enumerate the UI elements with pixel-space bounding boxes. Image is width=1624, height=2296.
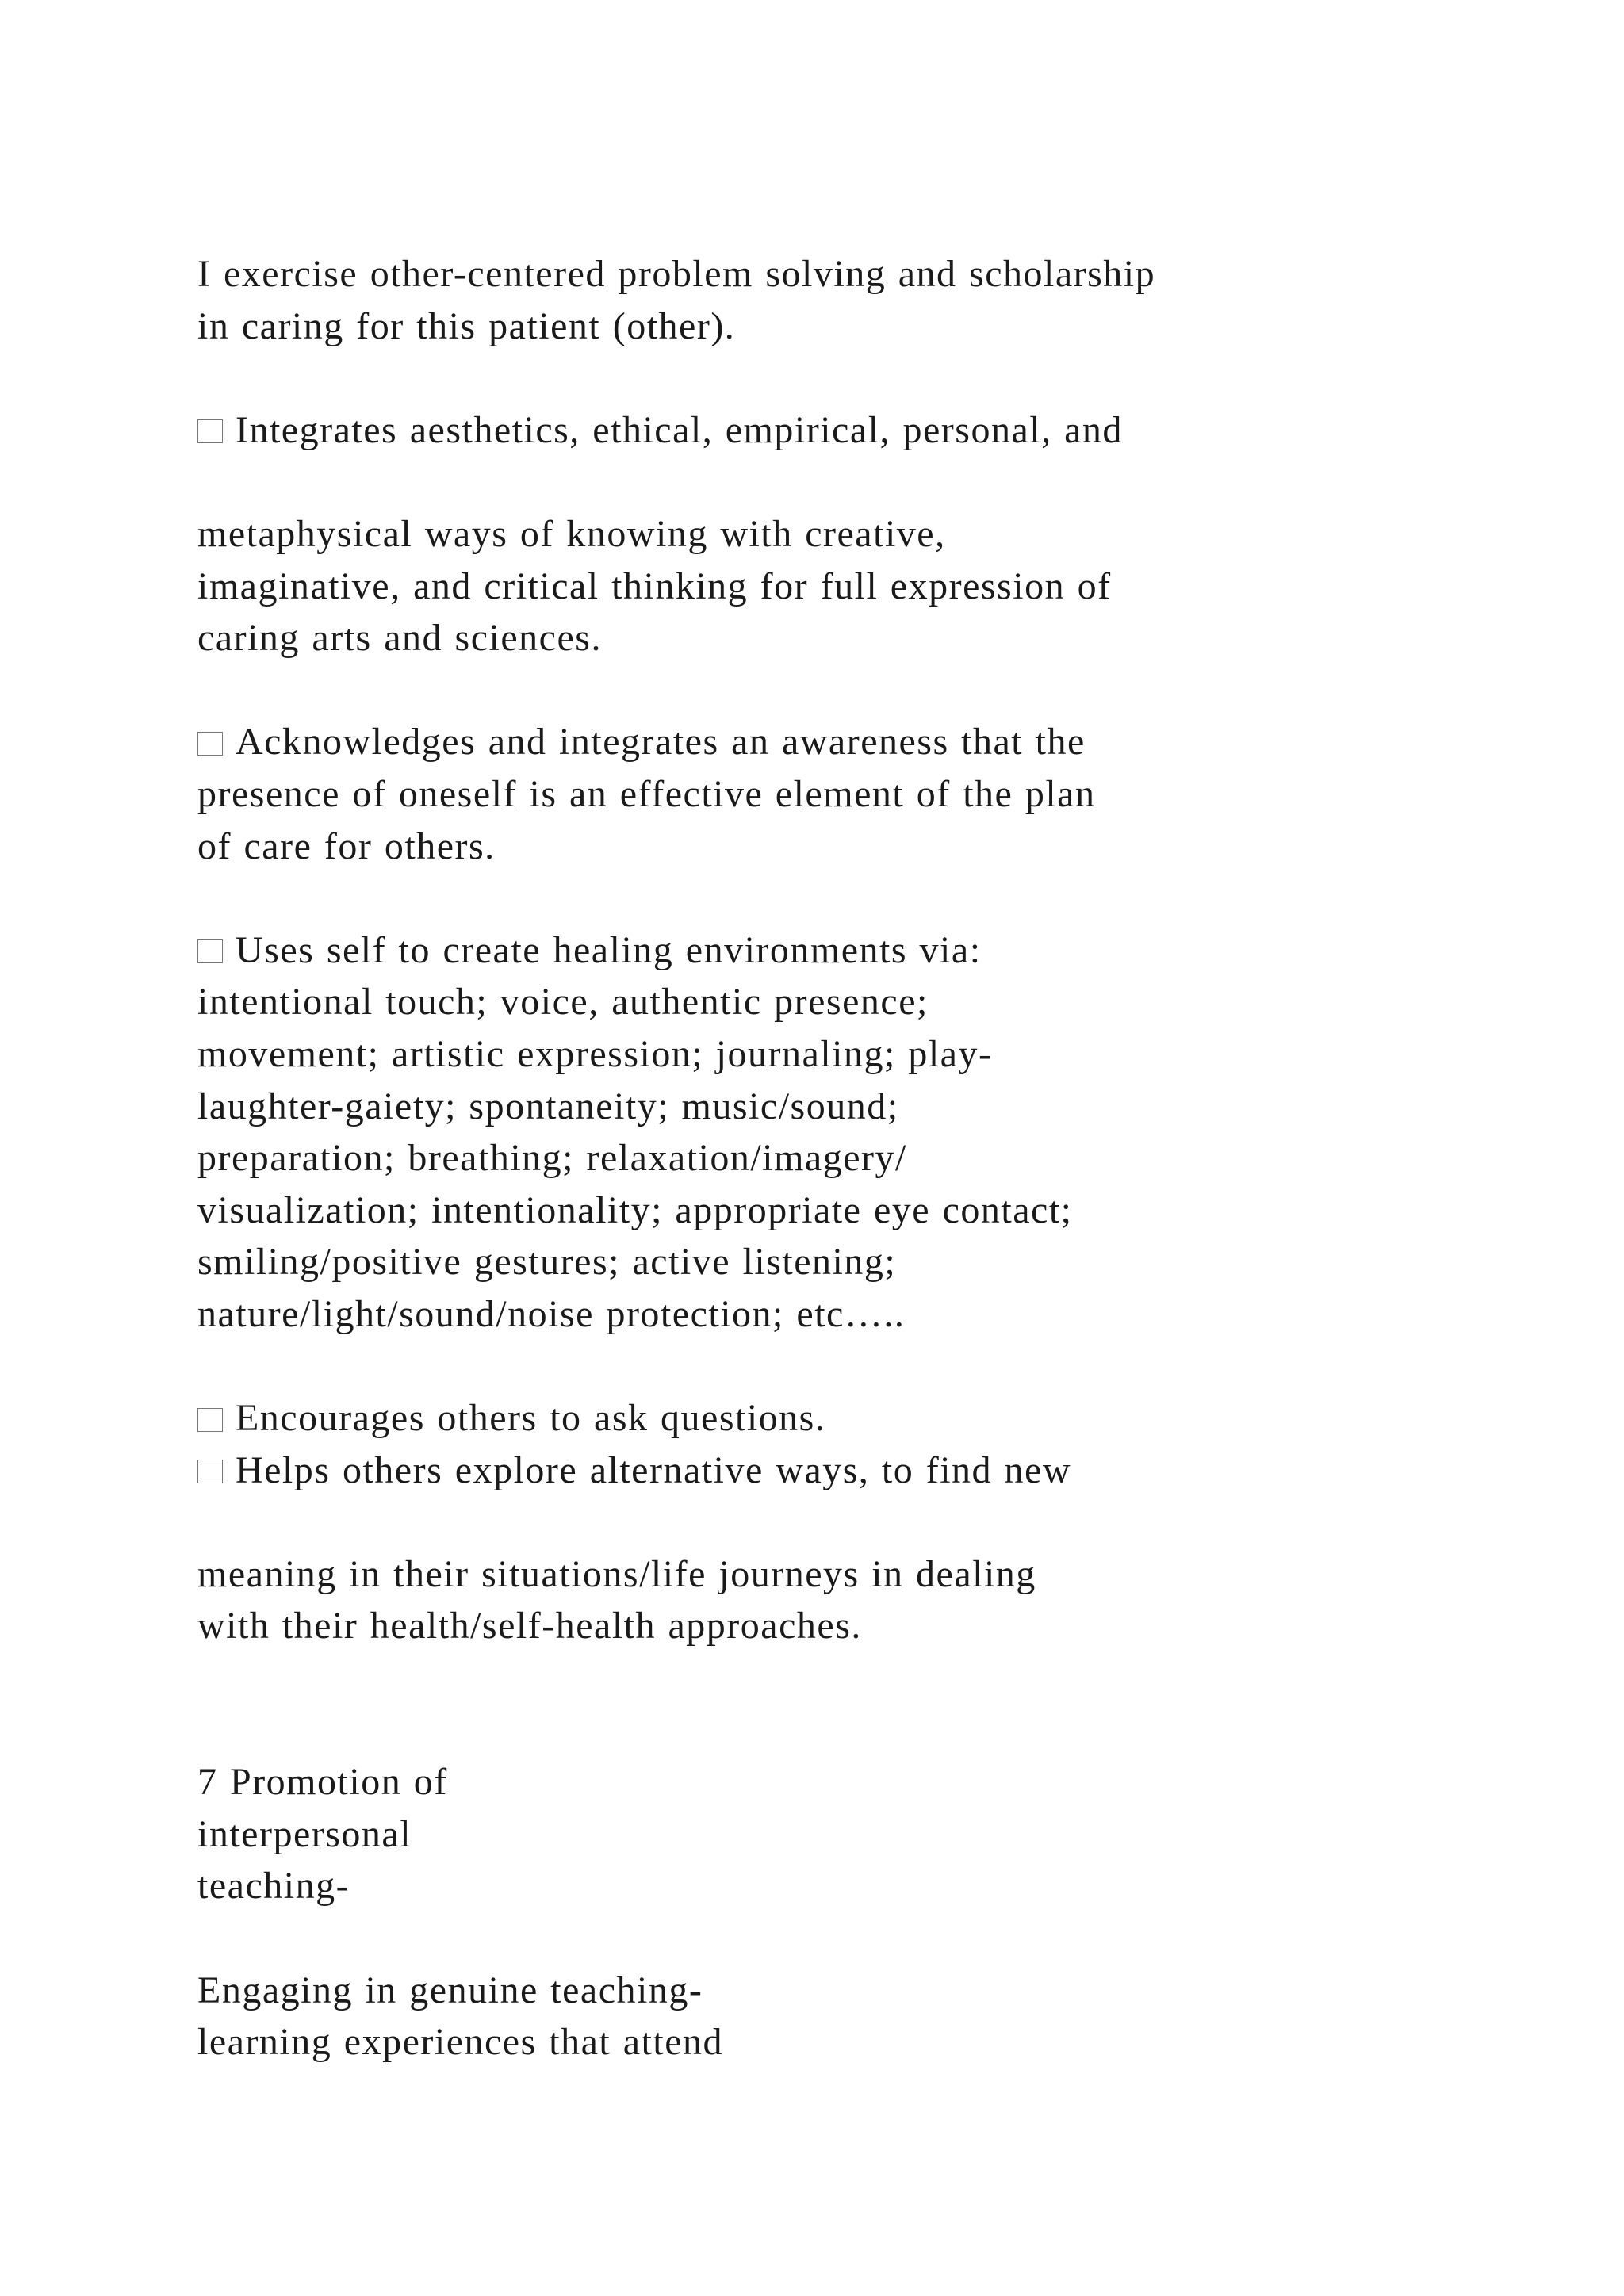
paragraph-line: smiling/positive gestures; active listening; [197, 1241, 897, 1284]
paragraph-line: preparation; breathing; relaxation/imagery/ [197, 1137, 907, 1180]
intro-line: in caring for this patient (other). [197, 304, 736, 347]
bullet-text: Helps others explore alternative ways, to find new [235, 1448, 1072, 1491]
paragraph-line: laughter-gaiety; spontaneity; music/sound; [197, 1085, 899, 1127]
paragraph-line: imaginative, and critical thinking for full expression of [197, 564, 1112, 607]
paragraph-line: metaphysical ways of knowing with creative, [197, 512, 946, 555]
bullet-box-icon [197, 939, 223, 963]
intro-line: I exercise other-centered problem solving and scholarship [197, 253, 1156, 295]
bullet-text: Acknowledges and integrates an awareness that the [235, 721, 1086, 763]
bullet-item [197, 404, 1545, 457]
paragraph-line: caring arts and sciences. [197, 617, 602, 660]
bullet-box-icon [197, 1460, 223, 1483]
bullet-box-icon [197, 419, 223, 443]
paragraph-line: visualization; intentionality; appropriate eye contact; [197, 1188, 1073, 1231]
bullet-box-icon [197, 1408, 223, 1432]
section-heading-line: interpersonal [197, 1812, 412, 1855]
paragraph-line: intentional touch; voice, authentic presence; [197, 981, 929, 1024]
paragraph-line: movement; artistic expression; journaling; play- [197, 1032, 993, 1075]
bullet-item [197, 716, 1545, 768]
paragraph-line: presence of oneself is an effective element of the plan [197, 772, 1096, 815]
bullet-text: Integrates aesthetics, ethical, empirical, personal, and [235, 408, 1123, 451]
bullet-item [197, 924, 1545, 977]
bullet-text: Encourages others to ask questions. [235, 1397, 826, 1440]
bullet-item [197, 1392, 1545, 1445]
paragraph-line: nature/light/sound/noise protection; etc….. [197, 1292, 906, 1335]
section-body-line: learning experiences that attend [197, 2021, 724, 2064]
section-heading-line: teaching- [197, 1865, 350, 1908]
paragraph-line: of care for others. [197, 825, 496, 867]
paragraph-line: with their health/self-health approaches. [197, 1605, 862, 1647]
bullet-item [197, 1445, 1545, 1497]
paragraph-line: meaning in their situations/life journeys in dealing [197, 1552, 1036, 1595]
section-heading-line: 7 Promotion of [197, 1761, 448, 1804]
bullet-text: Uses self to create healing environments via: [235, 928, 982, 971]
bullet-box-icon [197, 732, 223, 756]
document-text [197, 248, 1545, 2068]
section-body-line: Engaging in genuine teaching- [197, 1969, 703, 2011]
